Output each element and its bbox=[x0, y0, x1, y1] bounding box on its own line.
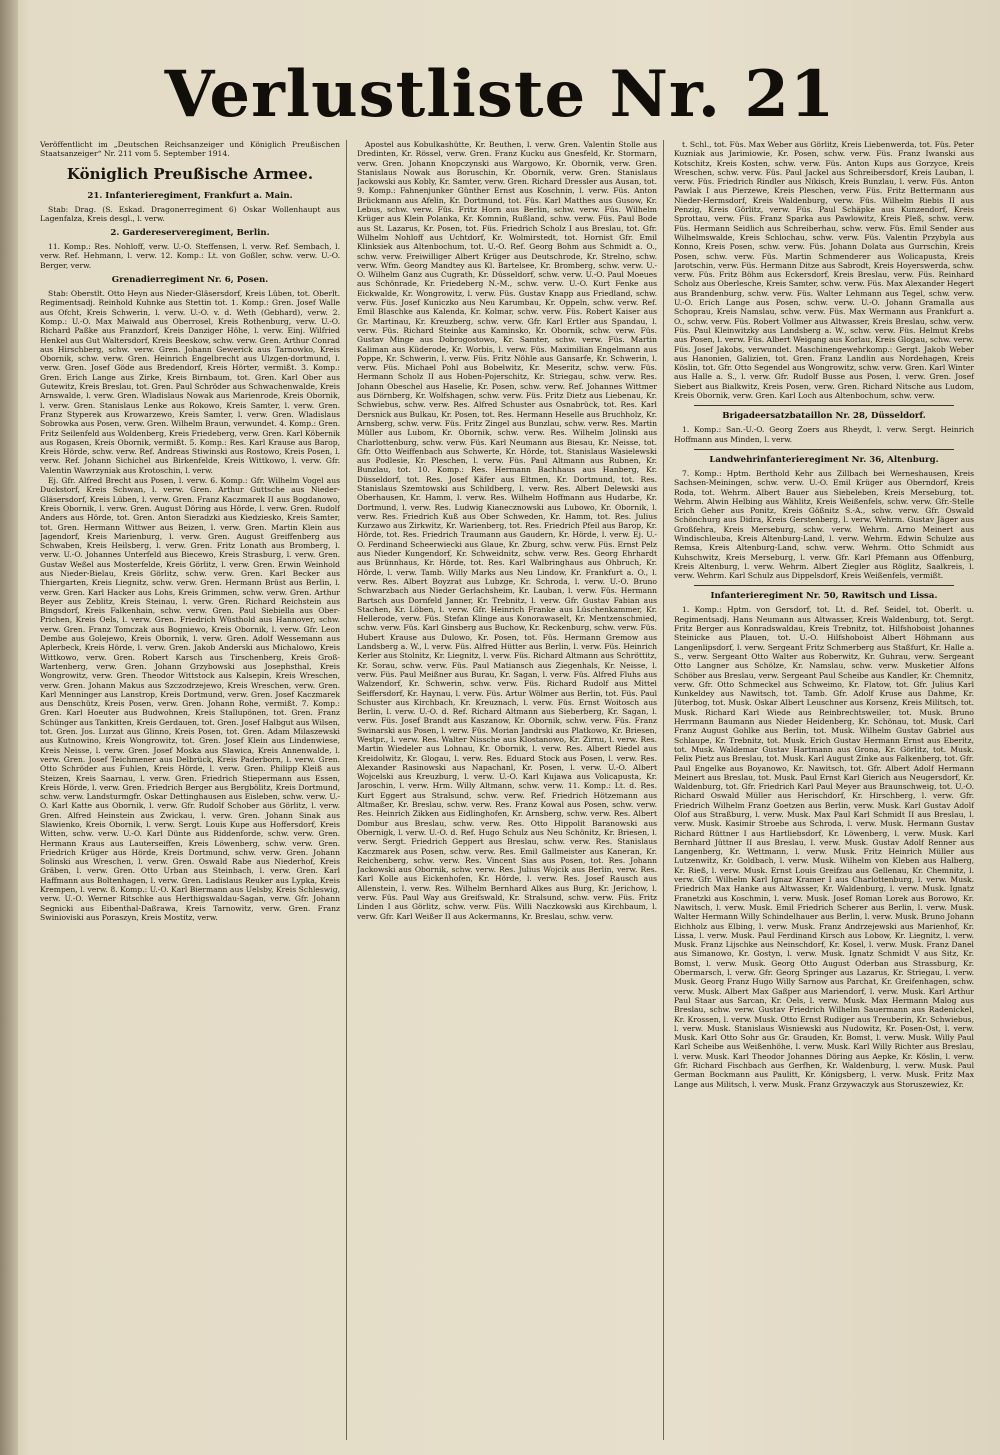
casualty-entries: Stab: Drag. (S. Eskad. Dragonerregiment 6) Oskar Wollenhaupt aus Lagenfalza, Kreis desgl., l. verw. bbox=[40, 204, 340, 223]
column-1 bbox=[40, 140, 347, 1440]
unit-heading: 21. Infanterieregiment, Frankfurt a. Main. bbox=[87, 190, 293, 201]
casualty-entries: Ej. Gfr. Alfred Brecht aus Posen, l. verw. 6. Komp.: Gfr. Wilhelm Vogel aus Duckstorf, Kreis Schwan, l. verw. Gren. Arthur Guttsche aus Nieder-Gläsersdorf, Kreis Lüben, l. verw. Gren. Franz Kaczmarek II aus Bogdanowo, Kreis Obornik, l. verw. Gren. August Döring aus Hörde, l. verw. Gren. Rudolf Anders aus Hörde, tot. Gren. Anton Sieradzki aus Kiedziesko, Kreis Samter, tot. Gren. Hermann Wittwer aus Beizen, l. verw. Gren. Martin Klein aus Jagendorf, Kreis Marienburg, l. verw. Gren. August Greiffenberg aus Schwaben, Kreis Heilsberg, l. verw. Gren. Fritz Lonath aus Bromberg, l. verw. U.-O. Johannes Unterfeld aus Biecewo, Kreis Strasburg, l. verw. Gren. Gustav Weßel aus Mosterfelde, Kreis Görlitz, l. verw. Gren. Erwin Weinhold aus Nieder-Bielau, Kreis Görlitz, schw. verw. Gren. Karl Becker aus Thiergarten, Kreis Liegnitz, schw. verw. Gren. Hermann Brüst aus Berlin, l. verw. Gren. Karl Hacker aus Lohs, Kreis Grimmen, schw. verw. Gren. Arthur Beyer aus Zeblitz, Kreis Steinau, l. verw. Gren. Richard Reichstein aus Bingsdorf, Kreis Falkenhain, schw. verw. Gren. Paul Siebiella aus Ober-Prichen, Kreis Oels, l. verw. Gren. Friedrich Wüsthold aus Hannover, schw. verw. Gren. Franz Tomczak aus Bogniewo, Kreis Obornik, l. verw. Gfr. Leon Dembe aus Golejewo, Kreis Obornik, l. verw. Gren. Adolf Wessemann aus Aplerbeck, Kreis Hörde, l. verw. Gren. Jakob Anderski aus Michalowo, Kreis Wittkowo, verw. Gren. Robert Karsch aus Tirschenberg, Kreis Groß-Wartenberg, verw. Gren. Johann Grzybowski aus Josephsthal, Kreis Wongrowitz, verw. Gren. Theodor Wittstock aus Kalsepin, Kreis Wreschen, verw. Gren. Johann Makus aus Szczodrzejewo, Kreis Wreschen, verw. Gren. Karl Menninger aus Lanstrop, Kreis Dortmund, verw. Gren. Josef Kaczmarek aus Denschütz, Kreis Posen, verw. Gren. Johann Rohe, vermißt. 7. Komp.: Gren. Karl Hoeuter aus Budwohnen, Kreis Stallupönen, tot. Gren. Franz Schünger aus Tankitten, Kreis Gerdauen, tot. Gren. Josef Halbgut aus Wilsen, tot. Gren. Jos. Lurzat aus Glinno, Kreis Posen, tot. Gren. Adam Milaszewski aus Kutnowino, Kreis Wongrowitz, tot. Gren. Josef Klein aus Lindenwiese, Kreis Neisse, l. verw. Gren. Josef Moska aus Slawica, Kreis Annenwalde, l. verw. Gren. Josef Teichmener aus Delbrück, Kreis Paderborn, l. verw. Gren. Otto Schröder aus Fuhlen, Kreis Hörde, l. verw. Gren. Philipp Kleiß aus Steizen, Kreis Saarnau, l. verw. Gren. Friedrich Stiepermann aus Essen, Kreis Hörde, l. verw. Gren. Friedrich Berger aus Bergbölitz, Kreis Dortmund, schw. verw. Landsturmgfr. Oskar Dettinghausen aus Eisleben, schw. verw. U.-O. Karl Katte aus Obornik, l. verw. Gfr. Rudolf Schober aus Görlitz, l. verw. Gren. Alfred Heinstein aus Zwickau, l. verw. Gren. Johann Sinak aus Slawienko, Kreis Obornik, l. verw. Sergt. Louis Kupe aus Hoffersdorf, Kreis Witten, schw. verw. U.-O. Karl Dünte aus Riddenforde, schw. verw. Gren. Hermann Kraus aus Lauterseiffen, Kreis Löwenberg, schw. verw. Gren. Friedrich Krüger aus Hörde, Kreis Dortmund, schw. verw. Gren. Johann Solinski aus Wreschen, l. verw. Gren. Oswald Rabe aus Niederhof, Kreis Gräben, l. verw. Gren. Otto Urban aus Steinbach, l. verw. Gren. Karl Haffmann aus Boltenhagen, l. verw. Gren. Ladislaus Reuker aus Lypka, Kreis Krempen, l. verw. 8. Komp.: U.-O. Karl Biermann aus Uelsby, Kreis Schleswig, verw. U.-O. Werner Ritschke aus Herthigswaldau-Sagan, verw. Gfr. Johann Segnicki aus Eibenthal-Daßrawa, Kreis Tarnowitz, verw. Gren. Franz Swinioviski aus Poraszyn, Kreis Mostitz, verw. bbox=[40, 476, 340, 922]
text-columns bbox=[40, 140, 980, 1440]
unit-heading: Landwehrinfanterieregiment Nr. 36, Altenburg. bbox=[709, 454, 939, 465]
unit-heading: Grenadierregiment Nr. 6, Posen. bbox=[111, 275, 269, 286]
page-binding-edge bbox=[0, 0, 18, 1455]
unit-heading: Infanterieregiment Nr. 50, Rawitsch und Lissa. bbox=[710, 591, 938, 602]
casualty-entries: 7. Komp.: Hptm. Berthold Kehr aus Zillbach bei Werneshausen, Kreis Sachsen-Meiningen, schw. verw. U.-O. Emil Krüger aus Oberndorf, Kreis Roda, tot. Wehrm. Albert Bauer aus Siebeleben, Kreis Merseburg, tot. Wehrm. Alwin Helbing aus Wählitz, Kreis Weißenfels, schw. verw. Gfr.-Stelle Erich Geher aus Ponitz, Kreis Gößnitz S.-A., schw. verw. Gfr. Oswald Schönchurg aus Didra, Kreis Gerstenberg, l. verw. Wehrm. Gustav Jäger aus Großfehra, Kreis Merseburg, schw. verw. Wehrm. Arno Meinert aus Windischleuba, Kreis Altenburg-Land, l. verw. Wehrm. Edwin Schulze aus Remsa, Kreis Altenburg-Land, schw. verw. Wehrm. Otto Schmidt aus Kuhschwitz, Kreis Merseburg, l. verw. Gfr. Karl Pfemann aus Offenburg, Kreis Altenburg, l. verw. Wehrm. Albert Ziegler aus Röglitz, Saalkreis, l. verw. Wehrm. Karl Schulz aus Dippelsdorf, Kreis Weißenfels, vermißt. bbox=[674, 468, 974, 581]
army-heading: Königlich Preußische Armee. bbox=[66, 164, 314, 183]
section-divider bbox=[694, 449, 954, 450]
section-divider bbox=[694, 585, 954, 586]
casualty-entries: 1. Komp.: San.-U.-O. Georg Zoers aus Rheydt, l. verw. Sergt. Heinrich Hoffmann aus Minden, l. verw. bbox=[674, 425, 974, 444]
column-3 bbox=[674, 140, 980, 1440]
section-divider bbox=[694, 405, 954, 406]
casualty-entries: 11. Komp.: Res. Nohloff, verw. U.-O. Steffensen, l. verw. Ref. Sembach, l. verw. Ref. Hehmann, l. verw. 12. Komp.: Lt. von Goßler, schw. verw. U.-O. Berger, verw. bbox=[40, 242, 340, 270]
masthead bbox=[0, 55, 1000, 135]
casualty-entries: t. Schl., tot. Füs. Max Weber aus Görlitz, Kreis Liebenwerda, tot. Füs. Peter Kuzniak aus Jarimiowie, Kr. Posen, schw. verw. Füs. Franz Iwanski aus Kotschitz, Kreis Kosten, schw. verw. Füs. Anton Kups aus Gorzyce, Kreis Wreschen, schw. verw. Füs. Paul Jackel aus Schreibersdorf, Kreis Lauban, l. verw. Füs. Friedrich Rindler aus Nikisch, Kreis Bunzlau, l. verw. Füs. Anton Pawlak I aus Pierzewe, Kreis Pleschen, verw. Füs. Fritz Bettermann aus Nieder-Hermsdorf, Kreis Waldenburg, verw. Füs. Wilhelm Riebis II aus Penzig, Kreis Görlitz, verw. Füs. Paul Schäpke aus Kunzendorf, Kreis Sprottau, verw. Füs. Franz Sparka aus Pawlowitz, Kreis Pleß, schw. verw. Füs. Hermann Seidlich aus Schreiberhau, schw. verw. Füs. Emil Sender aus Wilhelmswalde, Kreis Schlochau, schw. verw. Füs. Valentin Przybyla aus Konno, Kreis Posen, schw. verw. Füs. Johann Dolata aus Gurrschin, Kreis Posen, schw. verw. Füs. Martin Schmenderer aus Wolicapusta, Kreis Jarotschin, verw. Füs. Hermann Ditze aus Sabrodt, Kreis Hoyerswerda, schw. verw. Füs. Fritz Böhm aus Eckersdorf, Kreis Breslau, verw. Füs. Reinhard Scholz aus Oberlesche, Kreis Samter, schw. verw. Füs. Max Alexander Hegert aus Brandenburg, schw. verw. Füs. Walter Lehmann aus Tegel, schw. verw. U.-O. Erich Lange aus Posen, schw. verw. U.-O. Johann Gramalla aus Schoprau, Kreis Namslau, schw. verw. Füs. Max Wermann aus Frankfurt a. O., schw. verw. Füs. Robert Vollmer aus Altwasser, Kreis Breslau, schw. verw. Füs. Paul Kleinwitzky aus Landsberg a. W., schw. verw. Füs. Helmut Krebs aus Posen, l. verw. Füs. Albert Weigang aus Korlau, Kreis Glogau, schw. verw. Füs. Josef Jakobs, verwundet. Maschinengewehrkomp.: Gergt. Jakob Weber aus Hanonien, Galizien, tot. Gren. Franz Landlin aus Nordehagen, Kreis Köslin, tot. Gfr. Otto Segendel aus Wongrowitz, schw. verw. Gren. Karl Winter aus Halle a. S., l. verw. Gfr. Rudolf Busse aus Posen, l. verw. Gren. Josef Siebert aus Bialkwitz, Kreis Posen, verw. Gren. Richard Nitsche aus Ludom, Kreis Obornik, verw. Gren. Karl Loch aus Altenbochum, schw. verw. bbox=[674, 140, 974, 401]
casualty-entries: Stab: Oberstlt. Otto Heyn aus Nieder-Gläsersdorf, Kreis Lüben, tot. Oberlt. Regimentsadj. Reinhold Kuhnke aus Stettin tot. 1. Komp.: Gren. Josef Walle aus Ofcht, Kreis Schwerin, l. verw. U.-O. v. d. Weth (Gebhard), verw. 2. Komp.: U.-O. Max Maiwald aus Oberrosel, Kreis Rothenburg, verw. U.-O. Richard Paßke aus Franzdorf, Kreis Danziger Höhe, l. verw. Einj. Wilfried Henkel aus Gut Waltersdorf, Kreis Beeskow, schw. verw. Gren. Arthur Conrad aus Hirschberg, schw. verw. Gren. Johann Gewerick aus Tarnowko, Kreis Obornik, schw. verw. Gren. Heinrich Engelbrecht aus Ulzgen-dortmund, l. verw. Gren. Josef Göde aus Bredendorf, Kreis Hörter, vermißt. 3. Komp.: Gren. Erich Lange aus Zirke, Kreis Birnbaum, tot. Gren. Karl Ober aus Gutewitz, Kreis Breslau, tot. Gren. Paul Schröder aus Schwachenwalde, Kreis Arnswalde, l. verw. Gren. Wladislaus Nowak aus Marienrode, Kreis Obornik, l. verw. Gren. Stanislaus Lenke aus Rokowo, Kreis Samter, l. verw. Gren. Franz Styperek aus Krowarzewo, Kreis Samter, l. verw. Gren. Wladislaus Sobrowka aus Posen, verw. Gren. Wilhelm Braun, verwundet. 4. Komp.: Gren. Fritz Seilenfeld aus Woldenberg, Kreis Friedeberg, verw. Gren. Karl Köbernik aus Rogasen, Kreis Obornik, vermißt. 5. Komp.: Res. Karl Krause aus Barop, Kreis Hörde, schw. verw. Ref. Andreas Stiwinski aus Rostowo, Kreis Posen, l. verw. Ref. Johann Sichichel aus Birkenfelde, Kreis Wittkowo, l. verw. Gfr. Valentin Wawrzyniak aus Krotoschin, l. verw. bbox=[40, 289, 340, 475]
publication-note: Veröffentlicht im „Deutschen Reichsanzeiger und Königlich Preußischen Staatsanzeiger“ Nr. 211 vom 5. September 1914. bbox=[40, 140, 340, 159]
column-2 bbox=[357, 140, 664, 1440]
casualty-entries: Apostel aus Kobulkashütte, Kr. Beuthen, l. verw. Gren. Valentin Stolle aus Dredinten, Kr. Rössel, verw. Gren. Franz Kucku aus Gnesfeld, Kr. Stormarn, verw. Gren. Johann Knopczynski aus Wargowo, Kr. Obornik, verw. Gren. Stanislaus Nowak aus Boruschin, Kr. Obornik, verw. Gren. Stanislaus Jackowski aus Kobly, Kr. Samter, verw. Gren. Richard Dressler aus Ausan, tot. 9. Komp.: Fahnenjunker Günther Ernst aus Koschnin, l. verw. Füs. Anton Brückmann aus Afelin, Kr. Dortmund, tot. Füs. Karl Matthes aus Gusow, Kr. Lebus, schw. verw. Füs. Fritz Horn aus Berlin, schw. verw. Füs. Wilhelm Krüger aus Klein Polanka, Kr. Komnin, Rußland, schw. verw. Füs. Paul Bode aus St. Lazarus, Kr. Posen, tot. Füs. Friedrich Scholz I aus Breslau, tot. Gfr. Wilhelm Nohloff aus Uchtdorf, Kr. Wolmirstedt, tot. Hornist Gfr. Emil Klinksiek aus Altenbochum, tot. U.-O. Ref. Georg Bohm aus Schmidt a. O., schw. verw. Freiwilliger Albert Krüger aus Deutschrode, Kr. Strelno, schw. verw. Wfm. Georg Mandtey aus Kl. Bartelsee, Kr. Bromberg, schw. verw. U.-O. Wilhelm Ganz aus Cugrath, Kr. Düsseldorf, schw. verw. U.-O. Paul Moeues aus Schönrade, Kr. Friedeberg N.-M., schw. verw. U.-O. Kurt Fenke aus Eickwalde, Kr. Wongrowitz, l. verw. Füs. Gustav Knapp aus Friedland, schw. verw. Füs. Josef Kuniczko aus Neu Karumbau, Kr. Oppeln, schw. verw. Ref. Emil Blaschke aus Kalenda, Kr. Kolmar, schw. verw. Füs. Robert Kaiser aus Gr. Martinau, Kr. Kreuzberg, schw. verw. Gfr. Karl Ertler aus Spandau, l. verw. Füs. Richard Steinke aus Kaminsko, Kr. Obornik, schw. verw. Füs. Gustav Minge aus Dobrogostowo, Kr. Samter, schw. verw. Füs. Martin Kaliman aus Küderode, Kr. Worbis, l. verw. Füs. Maximilian Engelmann aus Poppe, Kr. Schwerin, l. verw. Füs. Fritz Nöhle aus Gansarfe, Kr. Schwerin, l. verw. Füs. Michael Pohl aus Bobelwitz, Kr. Meseritz, schw. verw. Füs. Hermann Scholz II aus Hoben-Pojerschitz, Kr. Striegau, schw. verw. Res. Johann Obeschel aus Haselie, Kr. Posen, schw. verw. Ref. Johannes Wittmer aus Dörnberg, Kr. Wolfshagen, schw. verw. Füs. Fritz Dietz aus Liebenau, Kr. Schwiebus, schw. verw. Res. Alfred Schuster aus Osnabrück, tot. Res. Karl Dersnick aus Bulkau, Kr. Posen, tot. Res. Hermann Heselle aus Bruchholz, Kr. Arnsberg, schw. verw. Füs. Fritz Zingel aus Bunzlau, schw. verw. Res. Martin Müller aus Lubom, Kr. Obornik, schw. verw. Res. Wilhelm Jolinski aus Charlottenburg, schw. verw. Füs. Karl Neumann aus Biesau, Kr. Neisse, tot. Gfr. Otto Weiffenbach aus Schwerte, Kr. Hörde, tot. Stanislaus Wasielewski aus Podlesie, Kr. Pleschen, l. verw. Füs. Paul Altmann aus Rubnen, Kr. Bunzlau, tot. 10. Komp.: Res. Hermann Bachhaus aus Hanberg, Kr. Düsseldorf, tot. Res. Josef Käfer aus Eltmen, Kr. Dortmund, tot. Res. Stanislaus Szemtowski aus Schildberg, l. verw. Res. Albert Delewski aus Oberhausen, Kr. Hamm, l. verw. Res. Wilhelm Hoffmann aus Hudarbe, Kr. Dortmund, l. verw. Res. Ludwig Kianecznowski aus Lubowo, Kr. Obornik, l. verw. Res. Friedrich Kuß aus Ober Schweden, Kr. Hamm, tot. Res. Julius Kurzawo aus Zirkwitz, Kr. Warienberg, tot. Res. Friedrich Pfeil aus Barop, Kr. Hörde, tot. Res. Friedrich Traumann aus Gaudern, Kr. Hörde, l. verw. Ej. U.-O. Ferdinand Scheerwiecki aus Glaue, Kr. Zburg, schw. verw. Füs. Ernst Pelz aus Nieder Kungendorf, Kr. Schweidnitz, schw. verw. Res. Georg Ehrhardt aus Brünnhaus, Kr. Hörde, tot. Res. Karl Walbringhaus aus Ohbruch, Kr. Hörde, l. verw. Tamb. Willy Marks aus Neu Lindow, Kr. Frankfurt a. O., l. verw. Res. Albert Boyzrat aus Lubzge, Kr. Schroda, l. verw. U.-O. Bruno Schwarzbach aus Nieder Gerlachsheim, Kr. Lauban, l. verw. Füs. Hermann Bartsch aus Dornfeld Janner, Kr. Trebnitz, l. verw. Gfr. Gustav Fabian aus Stachen, Kr. Löben, l. verw. Gfr. Heinrich Franke aus Lüschenkammer, Kr. Hellerode, verw. Füs. Stefan Klinge aus Konorawaselt, Kr. Mentzenschmied, schw. verw. Füs. Karl Ginsberg aus Buchow, Kr. Reckenburg, schw. verw. Füs. Hubert Krause aus Dulowo, Kr. Posen, tot. Füs. Hermann Gremow aus Landsberg a. W., l. verw. Füs. Alfred Hütter aus Berlin, l. verw. Füs. Heinrich Kerler aus Stolnitz, Kr. Liegnitz, l. verw. Füs. Richard Altmann aus Schröttitz, Kr. Sorau, schw. verw. Füs. Paul Matiansch aus Ziegenhals, Kr. Neisse, l. verw. Füs. Paul Meißner aus Burau, Kr. Sagan, l. verw. Füs. Alfred Fluhs aus Walzendorf, Kr. Schwerin, schw. verw. Füs. Richard Rudolf aus Mittel Seiffersdorf, Kr. Haynau, l. verw. Füs. Artur Wölmer aus Berlin, tot. Füs. Paul Schuster aus Kirchbach, Kr. Kreuznach, l. verw. Füs. Ernst Woitosch aus Berlin, l. verw. U.-O. d. Ref. Richard Altmann aus Sieberberg, Kr. Sagan, l. verw. Füs. Josef Brandt aus Kaszanow, Kr. Obornik, schw. verw. Füs. Franz Swinarski aus Posen, l. verw. Füs. Morian Jandrski aus Platkowo, Kr. Briesen, Westpr., l. verw. Res. Walter Nissche aus Klostanowo, Kr. Zirnu, l. verw. Res. Martin Wiedeler aus Lohnau, Kr. Obornik, l. verw. Res. Albert Riedel aus Kreidolwitz, Kr. Glogau, l. verw. Res. Eduard Stock aus Posen, l. verw. Res. Alexander Rasinowski aus Napachanl, Kr. Posen, l. verw. U.-O. Albert Wojcelski aus Kreuzburg, l. verw. U.-O. Karl Kujawa aus Volicapusta, Kr. Jaroschin, l. verw. Hrm. Willy Altmann, schw. verw. 11. Komp.: Lt. d. Res. Kurt Eggert aus Stralsund, schw. verw. Ref. Friedrich Hötzemann aus Altmaßer, Kr. Breslau, schw. verw. Res. Franz Kowal aus Posen, schw. verw. Res. Heinrich Zikken aus Eidlinghofen, Kr. Arnsberg, schw. verw. Res. Albert Dombur aus Breslau, schw. verw. Res. Otto Hippolit Baranowski aus Obernigk, l. verw. U.-O. d. Ref. Hugo Schulz aus Neu Schönitz, Kr. Briesen, l. verw. Sergt. Friedrich Geppert aus Breslau, schw. verw. Res. Stanislaus Kaczmarek aus Posen, schw. verw. Res. Emil Gallmeister aus Kaneran, Kr. Reichenberg, schw. verw. Res. Vincent Sias aus Posen, tot. Res. Johann Jackowski aus Obornik, schw. verw. Res. Julius Wojcik aus Berlin, verw. Res. Karl Kolle aus Eickenhofen, Kr. Hörde, l. verw. Res. Josef Rausch aus Allenstein, l. verw. Res. Wilhelm Bernhard Alkes aus Burg, Kr. Jerichow, l. verw. Füs. Paul Way aus Greifswald, Kr. Stralsund, schw. verw. Füs. Fritz Linden I aus Görlitz, schw. verw. Füs. Willi Naczkowski aus Kirchbaum, l. verw. Gfr. Karl Weißer II aus Ackermanns, Kr. Breslau, schw. verw. bbox=[357, 140, 657, 921]
page-title: Verlustliste Nr. 21 bbox=[164, 57, 836, 132]
unit-heading: 2. Gardereserveregiment, Berlin. bbox=[110, 228, 270, 239]
unit-heading: Brigadeersatzbataillon Nr. 28, Düsseldorf. bbox=[722, 411, 926, 422]
casualty-entries: 1. Komp.: Hptm. von Gersdorf, tot. Lt. d. Ref. Seidel, tot. Oberlt. u. Regimentsadj. Hans Neumann aus Altwasser, Kreis Waldenburg, tot. Sergt. Fritz Berger aus Konradswaldau, Kreis Trebnitz, tot. Hilfshoboist Johannes Steinicke aus Plauen, tot. U.-O. Hilfshoboist Albert Höhmann aus Langenlipsdorf, l. verw. Sergeant Fritz Schmerberg aus Staßfurt, Kr. Halle a. S., verw. Sergeant Otto Walter aus Roberwitz, Kr. Guhrau, verw. Sergeant Otto Langner aus Schölze, Kr. Namslau, schw. verw. Musketier Alfons Schöber aus Breslau, verw. Sergeant Paul Scheibe aus Kandler, Kr. Chemnitz, verw. Gfr. Otto Schmeckel aus Schweimo, Kr. Flatow, tot. Gfr. Julius Karl Kunkeldey aus Nawitsch, tot. Tamb. Gfr. Adolf Kruse aus Dahme, Kr. Jüterbog, tot. Musk. Oskar Albert Leuschner aus Korsenz, Kreis Militsch, tot. Musk. Richard Karl Wiede aus Reinbrechtsweiler, tot. Musk. Bruno Herrmann Baumann aus Nieder Heidenberg, Kr. Schönau, tot. Musk. Carl Franz August Gohlke aus Berlin, tot. Musk. Wilhelm Gustav Gabriel aus Schlaupe, Kr. Trebnitz, tot. Musk. Erich Gustav Hermann Ernst aus Eberitz, tot. Musk. Waldemar Gustav Hartmann aus Grona, Kr. Görlitz, tot. Musk. Felix Pietz aus Breslau, tot. Musk. Karl August Zinke aus Falkenberg, tot. Gfr. Paul Engelke aus Boyanowo, Kr. Nawitsch, tot. Gfr. Albert Adolf Hermann Meinert aus Breslau, tot. Musk. Paul Ernst Karl Gierich aus Neugersdorf, Kr. Waldenburg, tot. Gfr. Friedrich Karl Paul Meyer aus Braunschweig, tot. U.-O. Richard Oswald Müller aus Herischdorf, Kr. Hirschberg, l. verw. Gfr. Friedrich Wilhelm Franz Goetzen aus Berlin, verw. Musk. Karl Gustav Adolf Olof aus Straßburg, l. verw. Musk. Max Paul Karl Schmidt II aus Breslau, l. verw. Musk. Kasimir Stroebe aus Schroda, l. verw. Musk. Hermann Gustav Richard Rüttner I aus Hartliebsdorf, Kr. Löwenberg, l. verw. Musk. Karl Bernhard Jüttner II aus Breslau, l. verw. Musk. Gustav Adolf Renner aus Langenberg, Kr. Wettmann, l. verw. Musk. Fritz Heinrich Müller aus Lutzenwitz, Kr. Goldbach, l. verw. Musk. Wilhelm von Kleben aus Halberg, Kr. Rieß, l. verw. Musk. Ernst Louis Greifzau aus Gellenau, Kr. Chemnitz, l. verw. Gfr. Wilhelm Karl Ignaz Kramer I aus Charlottenburg, l. verw. Musk. Friedrich Max Hanke aus Altwasser, Kr. Waldenburg, l. verw. Musk. Ignatz Franetzki aus Koschmin, l. verw. Musk. Josef Roman Lorek aus Borowo, Kr. Nawitsch, l. verw. Musk. Emil Friedrich Scherer aus Berlin, l. verw. Musk. Walter Hermann Willy Schindelhauer aus Berlin, l. verw. Musk. Bruno Johann Eichholz aus Elbing, l. verw. Musk. Franz Andrzejewski aus Marienhof, Kr. Lissa, l. verw. Musk. Paul Ferdinand Kirsch aus Lobow, Kr. Liegnitz, l. verw. Musk. Franz Lijschke aus Neinschdorf, Kr. Kosel, l. verw. Musk. Franz Danel aus Simanowo, Kr. Gostyn, l. verw. Musk. Ignatz Schmidt V aus Sitz, Kr. Bomst, l. verw. Musk. Georg Otto August Oderban aus Strassburg, Kr. Obermarsch, l. verw. Gfr. Georg Springer aus Lazarus, Kr. Striegau, l. verw. Musk. Georg Franz Hugo Willy Sarnow aus Parchat, Kr. Greifenhagen, schw. verw. Musk. Albert Max Gaßper aus Mariendorf, l. verw. Musk. Karl Arthur Paul Staar aus Sarcan, Kr. Oels, l. verw. Musk. Max Hermann Malog aus Breslau, schw. verw. Gustav Friedrich Wilhelm Sauermann aus Radenickel, Kr. Krossen, l. verw. Musk. Otto Ernst Rudiger aus Treuberin, Kr. Schwiebus, l. verw. Musk. Stanislaus Wisniewski aus Nudowitz, Kr. Posen-Ost, l. verw. Musk. Karl Otto Sohr aus Gr. Grauden, Kr. Bomst, l. verw. Musk. Willy Paul Karl Scheibe aus Weißenhöhe, l. verw. Musk. Karl Willy Richter aus Breslau, l. verw. Musk. Karl Theodor Johannes Döring aus Aepke, Kr. Köslin, l. verw. Gfr. Richard Fischbach aus Gerfhen, Kr. Waldenburg, l. verw. Musk. Paul German Bockmann aus Paulitt, Kr. Königsberg, l. verw. Musk. Fritz Max Lange aus Militsch, l. verw. Musk. Franz Grzywaczyk aus Storuszewiez, Kr. bbox=[674, 605, 974, 1089]
